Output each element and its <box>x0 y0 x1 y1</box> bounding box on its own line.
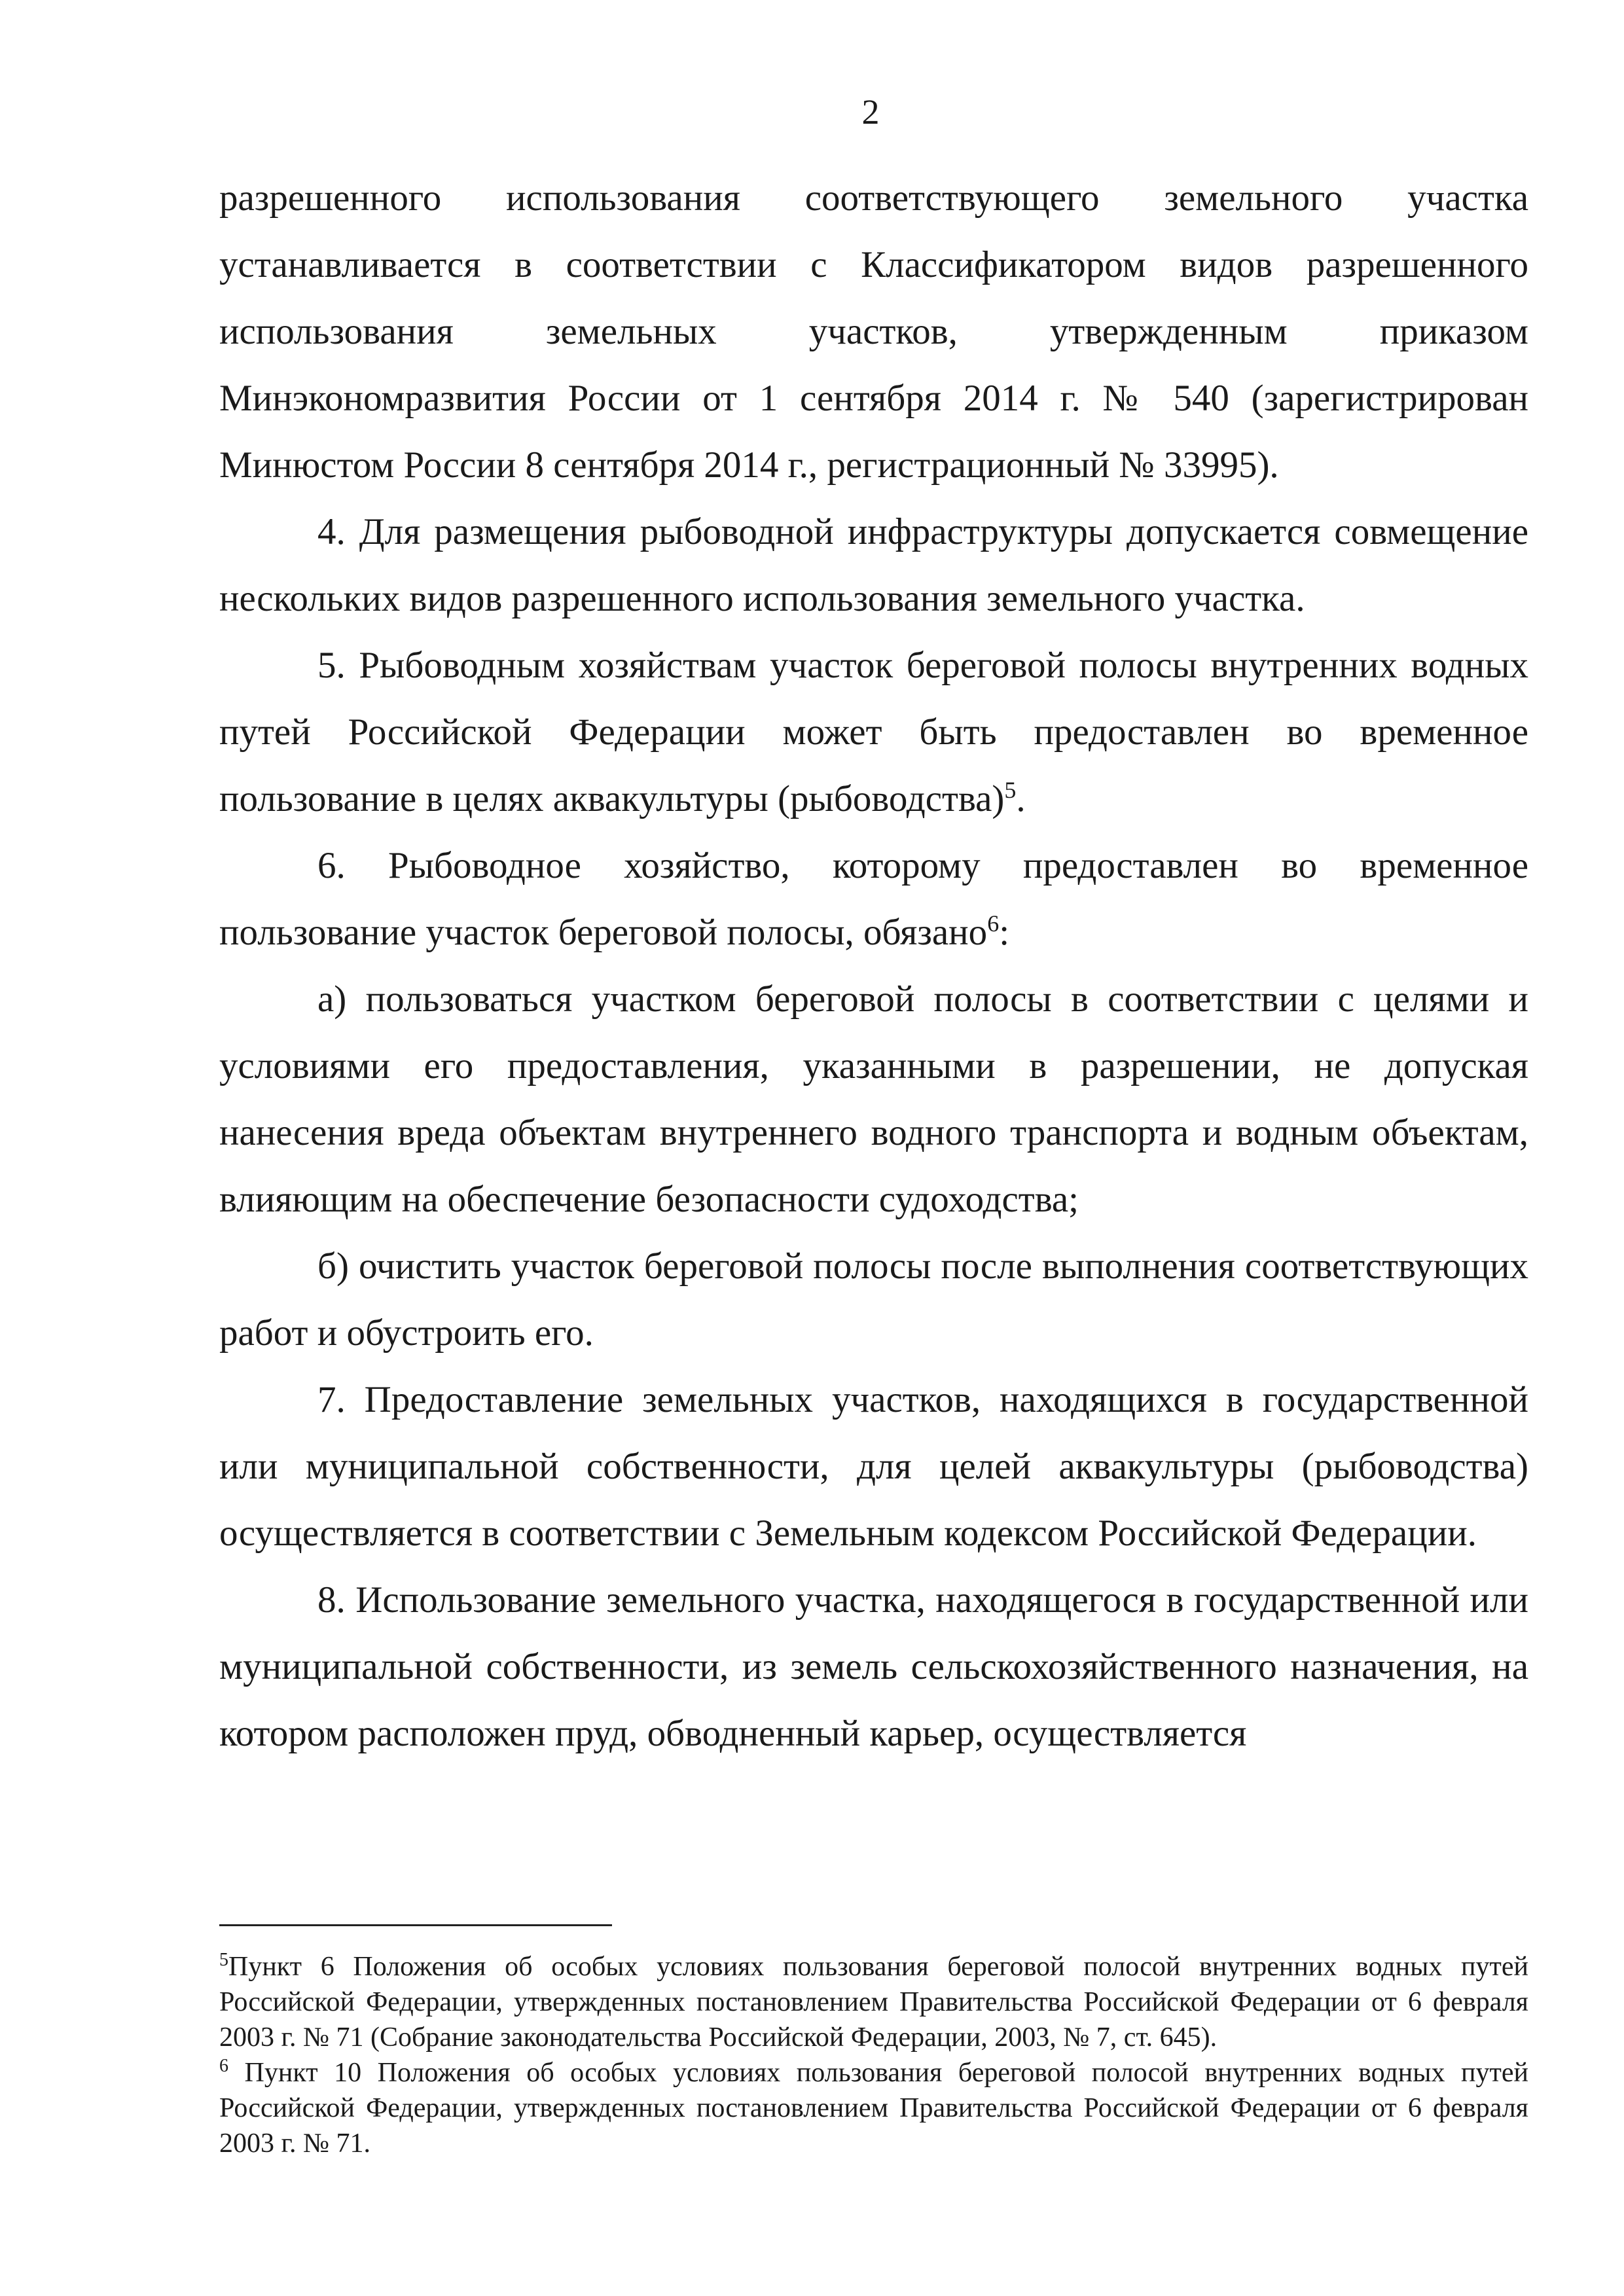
paragraph-subitem-a <box>219 966 1528 1233</box>
paragraph-text: разрешенного использования соответствующего земельного участка устанавливается в соответствии с Классификатором видов разрешенного использования земельных участков, утвержденным приказом Минэкономразвития России от 1 сентября 2014 г. № 540 (зарегистрирован Минюстом России 8 сентября 2014 г., регистрационный № 33995). <box>219 177 1528 486</box>
footnote-6 <box>219 2055 1528 2161</box>
footnote-mark: 5 <box>219 1950 228 1970</box>
footnotes <box>219 1949 1528 2161</box>
footnote-ref[interactable]: 6 <box>987 910 1000 937</box>
paragraph-item-8 <box>219 1567 1528 1767</box>
paragraph-item-6 <box>219 833 1528 966</box>
page-number: 2 <box>861 92 880 132</box>
footnote-mark: 6 <box>219 2056 228 2076</box>
footnote-text: Пункт 6 Положения об особых условиях пользования береговой полосой внутренних водных путей Российской Федерации, утвержденных постановлением Правительства Российской Федерации от 6 февраля 2003 г. № 71 (Собрание законодательства Российской Федерации, 2003, № 7, ст. 645). <box>219 1952 1528 2053</box>
paragraph-text: а) пользоваться участком береговой полосы в соответствии с целями и условиями его предоставления, указанными в разрешении, не допуская нанесения вреда объектам внутреннего водного транспорта и водным объектам, влияющим на обеспечение безопасности судоходства; <box>219 978 1528 1220</box>
paragraph-text: 6. Рыбоводное хозяйство, которому предоставлен во временное пользование участок береговой полосы, обязано <box>219 845 1528 953</box>
footnote-divider <box>219 1924 612 1926</box>
paragraph-item-5 <box>219 632 1528 833</box>
paragraph-punctuation: : <box>999 912 1010 953</box>
footnote-5 <box>219 1949 1528 2055</box>
paragraph-subitem-b <box>219 1233 1528 1367</box>
paragraph-item-7 <box>219 1367 1528 1567</box>
paragraph-text: 4. Для размещения рыбоводной инфраструктуры допускается совмещение нескольких видов разрешенного использования земельного участка. <box>219 511 1528 619</box>
document-body <box>219 165 1528 1767</box>
paragraph-text: 5. Рыбоводным хозяйствам участок береговой полосы внутренних водных путей Российской Федерации может быть предоставлен во временное пользование в целях аквакультуры (рыбоводства) <box>219 645 1528 819</box>
paragraph-text: 7. Предоставление земельных участков, находящихся в государственной или муниципальной собственности, для целей аквакультуры (рыбоводства) осуществляется в соответствии с Земельным кодексом Российской Федерации. <box>219 1379 1528 1554</box>
paragraph-item-4 <box>219 499 1528 632</box>
paragraph-text: б) очистить участок береговой полосы после выполнения соответствующих работ и обустроить его. <box>219 1246 1528 1354</box>
footnote-ref[interactable]: 5 <box>1004 777 1017 803</box>
paragraph-punctuation: . <box>1016 778 1026 819</box>
footnote-text: Пункт 10 Положения об особых условиях пользования береговой полосой внутренних водных путей Российской Федерации, утвержденных постановлением Правительства Российской Федерации от 6 февраля 2003 г. № 71. <box>219 2058 1528 2159</box>
paragraph-continuation <box>219 165 1528 499</box>
paragraph-text: 8. Использование земельного участка, находящегося в государственной или муниципальной собственности, из земель сельскохозяйственного назначения, на котором расположен пруд, обводненный карьер, осуществляется <box>219 1579 1528 1754</box>
